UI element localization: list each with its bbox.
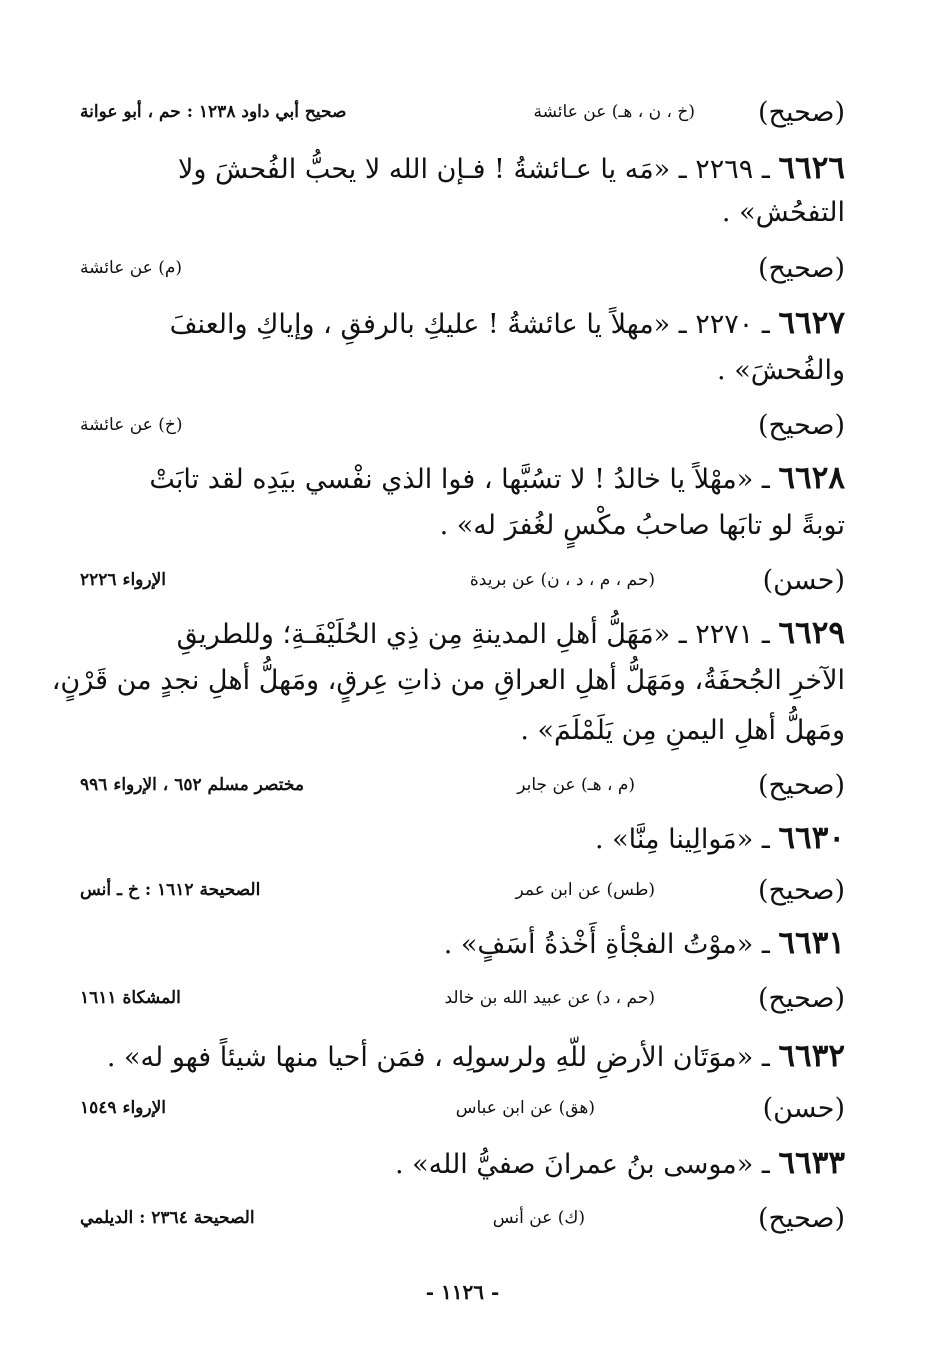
grade-row (80, 1088, 845, 1128)
hadith-text: والفُحشَ» . (717, 355, 845, 386)
hadith-line (80, 715, 845, 746)
hadith-line: ٦٦٣٢ ـ «موَتَان الأرضِ للّهِ ولرسولِه ، فمَن أحيا منها شيئاً فهو له» . (106, 1038, 845, 1074)
grade-row (80, 92, 845, 132)
hadith-text: «موْتُ الفجْأةِ أَخْذةُ أسَفٍ» . (443, 929, 754, 960)
grade-row (80, 765, 845, 805)
source-attribution: (ك) عن أنس (492, 1208, 585, 1228)
hadith-number: ٦٦٣٠ (778, 820, 845, 856)
hadith-number: ٦٦٣١ (778, 925, 845, 961)
hadith-text: «موسى بنُ عمرانَ صفيُّ الله» . (394, 1149, 754, 1180)
source-attribution: (طس) عن ابن عمر (515, 880, 655, 900)
reference: الإرواء ٢٢٢٦ (80, 570, 167, 590)
hadith-line: ٦٦٢٧ ـ ٢٢٧٠ ـ «مهلاً يا عائشةُ ! عليكِ بالرفقِ ، وإياكِ والعنفَ (169, 305, 845, 341)
hadith-line: ٦٦٣٣ ـ «موسى بنُ عمرانَ صفيُّ الله» . (394, 1145, 845, 1181)
hadith-number: ٦٦٢٦ (778, 150, 845, 186)
hadith-text: «مَهَلُّ أهلِ المدينةِ مِن ذِي الحُلَيْفَـةِ؛ وللطريقِ (176, 619, 671, 650)
source-attribution: (حم ، د) عن عبيد الله بن خالد (444, 988, 655, 1008)
source-attribution: (خ ، ن ، هـ) عن عائشة (533, 102, 695, 122)
hadith-text: «مَه يا عـائشةُ ! فـإن الله لا يحبُّ الفُحشَ ولا (178, 154, 671, 185)
hadith-line: ٦٦٣١ ـ «موْتُ الفجْأةِ أَخْذةُ أسَفٍ» . (443, 925, 845, 961)
hadith-number: ٦٦٣٣ (778, 1145, 845, 1181)
hadith-text: توبةً لو تابَها صاحبُ مكْسٍ لغُفرَ له» . (439, 510, 845, 541)
hadith-line (51, 665, 845, 696)
hadith-line: ٦٦٢٩ ـ ٢٢٧١ ـ «مَهَلُّ أهلِ المدينةِ مِن ذِي الحُلَيْفَـةِ؛ وللطريقِ (176, 615, 845, 651)
hadith-subnumber: ٢٢٦٩ (695, 154, 754, 185)
grade-row (80, 405, 845, 445)
page-number: - ١١٢٦ - (425, 1280, 500, 1304)
grade-row (80, 978, 845, 1018)
hadith-number: ٦٦٢٩ (778, 615, 845, 651)
hadith-number: ٦٦٢٧ (778, 305, 845, 341)
grade-label: (صحيح) (758, 769, 845, 801)
reference: المشكاة ١٦١١ (80, 988, 181, 1008)
hadith-text: «مهلاً يا عائشةُ ! عليكِ بالرفقِ ، وإياكِ والعنفَ (169, 309, 671, 340)
source-attribution: (م ، هـ) عن جابر (517, 775, 635, 795)
grade-label: (صحيح) (758, 1202, 845, 1234)
hadith-line: ٦٦٣٠ ـ «مَوالِينا مِنَّا» . (595, 820, 845, 856)
grade-label: (صحيح) (758, 96, 845, 128)
hadith-line (80, 510, 845, 541)
hadith-line (80, 355, 845, 386)
source-attribution: (خ) عن عائشة (80, 415, 183, 435)
hadith-text: ومَهلُّ أهلِ اليمنِ مِن يَلَمْلَمَ» . (520, 715, 845, 746)
hadith-text: «موَتَان الأرضِ للّهِ ولرسولِه ، فمَن أحيا منها شيئاً فهو له» . (106, 1042, 754, 1073)
grade-label: (حسن) (762, 1092, 845, 1124)
source-attribution: (م) عن عائشة (80, 258, 183, 278)
reference: الإرواء ١٥٤٩ (80, 1098, 167, 1118)
hadith-line (80, 197, 845, 228)
reference: مختصر مسلم ٦٥٢ ، الإرواء ٩٩٦ (80, 775, 304, 795)
grade-label: (صحيح) (758, 982, 845, 1014)
hadith-text: «مَوالِينا مِنَّا» . (595, 824, 754, 855)
grade-row (80, 870, 845, 910)
hadith-text: الآخرِ الجُحفَةُ، ومَهَلُّ أهلِ العراقِ من ذاتِ عِرقٍ، ومَهلُّ أهلِ نجدٍ من قَرْنٍ، (51, 665, 845, 696)
grade-row (80, 560, 845, 600)
grade-label: (صحيح) (758, 874, 845, 906)
hadith-text: التفحُش» . (721, 197, 845, 228)
hadith-line: ٦٦٢٨ ـ «مهْلاً يا خالدُ ! لا تسُبَّها ، فوا الذي نفْسي بيَدِه لقد تابَتْ (149, 460, 845, 496)
grade-label: (حسن) (762, 564, 845, 596)
reference: الصحيحة ١٦١٢ : خ ـ أنس (80, 880, 261, 900)
hadith-line: ٦٦٢٦ ـ ٢٢٦٩ ـ «مَه يا عـائشةُ ! فـإن الله لا يحبُّ الفُحشَ ولا (178, 150, 845, 186)
hadith-subnumber: ٢٢٧٠ (695, 309, 754, 340)
grade-label: (صحيح) (758, 409, 845, 441)
source-attribution: (هق) عن ابن عباس (455, 1098, 595, 1118)
hadith-number: ٦٦٣٢ (778, 1038, 845, 1074)
hadith-subnumber: ٢٢٧١ (695, 619, 754, 650)
grade-row (80, 248, 845, 288)
source-attribution: (حم ، م ، د ، ن) عن بريدة (469, 570, 655, 590)
grade-label: (صحيح) (758, 252, 845, 284)
reference: الصحيحة ٢٣٦٤ : الديلمي (80, 1208, 255, 1228)
grade-row (80, 1198, 845, 1238)
hadith-text: «مهْلاً يا خالدُ ! لا تسُبَّها ، فوا الذي نفْسي بيَدِه لقد تابَتْ (149, 464, 754, 495)
hadith-number: ٦٦٢٨ (778, 460, 845, 496)
reference: صحيح أبي داود ١٢٣٨ : حم ، أبو عوانة (80, 102, 347, 122)
